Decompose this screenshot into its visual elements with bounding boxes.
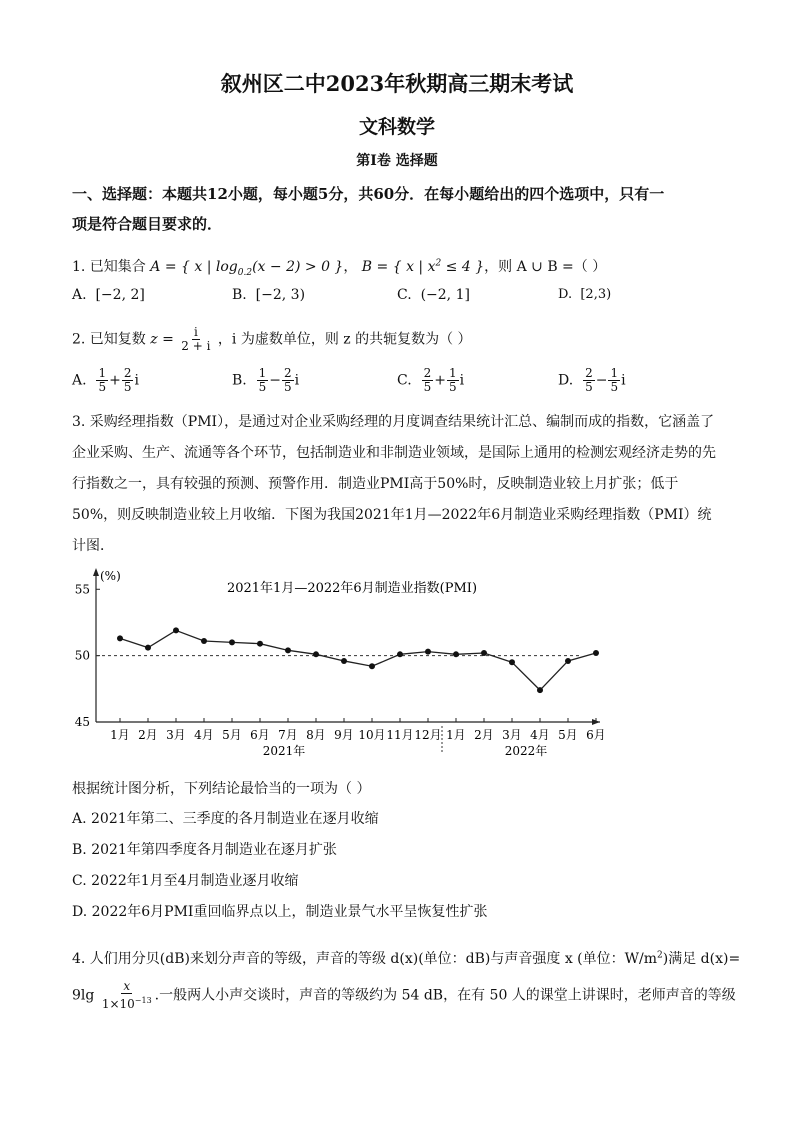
q2-option-c[interactable]: C. $\frac{2}{5}$ + $\frac{1}{5}$ i: [397, 366, 465, 394]
q2-z-eq: z =: [150, 331, 174, 348]
pmi-data-point: [397, 651, 403, 657]
pmi-data-point: [425, 649, 431, 655]
q4-fraction: $\frac{x}{1\times 10^{-13}}$: [101, 979, 152, 1011]
q1-option-c[interactable]: C. (−2, 1]: [397, 287, 470, 303]
year-label-2021: 2021年: [262, 744, 306, 758]
section-title: 第Ⅰ卷 选择题: [356, 153, 438, 169]
x-tick-label: 6月: [250, 728, 270, 742]
pmi-data-point: [201, 638, 207, 644]
x-tick-label: 4月: [530, 728, 550, 742]
x-tick-label: 4月: [194, 728, 214, 742]
pmi-data-point: [117, 635, 123, 641]
q3-line-5: 计图．: [72, 538, 114, 554]
y-axis-label: (%): [100, 569, 121, 583]
year-label-2022: 2022年: [504, 744, 548, 758]
pmi-data-point: [565, 658, 571, 664]
x-tick-label: 12月: [414, 728, 442, 742]
q3-option-c[interactable]: C. 2022年1月至4月制造业逐月收缩: [72, 873, 299, 889]
q4-line-2: 9lg $\frac{x}{1\times 10^{-13}}$ .一般两人小声交谈时，声音的等级约为 54 dB，在有 50 人的课堂上讲课时，老师声音的等级: [72, 979, 736, 1011]
x-tick-label: 3月: [502, 728, 522, 742]
q2-prefix: 2. 已知复数: [72, 331, 146, 348]
x-tick-label: 2月: [474, 728, 494, 742]
chart-title: 2021年1月—2022年6月制造业指数(PMI): [226, 581, 478, 596]
q1-comma: ，: [343, 259, 358, 275]
q1-prefix: 1. 已知集合: [72, 259, 146, 275]
x-tick-label: 8月: [306, 728, 326, 742]
pmi-line-chart: [60, 562, 620, 772]
pmi-data-point: [453, 651, 459, 657]
pmi-data-point: [341, 658, 347, 664]
q1-suffix: ，则 A ∪ B =（ ）: [484, 259, 607, 275]
q1-set-b: B = { x | $x^2 \le 4$ }: [361, 258, 485, 275]
pmi-data-point: [173, 627, 179, 633]
q3-option-d[interactable]: D. 2022年6月PMI重回临界点以上，制造业景气水平呈恢复性扩张: [72, 904, 488, 920]
pmi-data-point: [229, 639, 235, 645]
q2-option-a[interactable]: A. $\frac{1}{5}$ + $\frac{2}{5}$ i: [72, 366, 139, 394]
question-1: [72, 256, 606, 278]
x-tick-label: 10月: [358, 728, 386, 742]
x-tick-label: 1月: [446, 728, 466, 742]
part1-line1: 一、选择题：本题共12小题，每小题5分，共60分．在每小题给出的四个选项中，只有一: [72, 185, 665, 203]
x-tick-label: 6月: [586, 728, 606, 742]
y-axis-arrow: [93, 568, 99, 576]
q3-option-b[interactable]: B. 2021年第四季度各月制造业在逐月扩张: [72, 842, 337, 858]
q3-line-2: 企业采购、生产、流通等各个环节，包括制造业和非制造业领域，是国际上通用的检测宏观经济走势的先: [72, 445, 716, 461]
x-tick-label: 9月: [334, 728, 354, 742]
x-tick-label: 1月: [110, 728, 130, 742]
q1-option-d[interactable]: D. [2,3): [558, 287, 612, 302]
q2-option-d[interactable]: D. $\frac{2}{5}$ − $\frac{1}{5}$ i: [558, 366, 626, 394]
pmi-data-point: [369, 663, 375, 669]
q3-line-4: 50%，则反映制造业较上月收缩．下图为我国2021年1月—2022年6月制造业采购经理指数（PMI）统: [72, 507, 712, 523]
q4-line-1: 4. 人们用分贝(dB)来划分声音的等级，声音的等级 d(x)(单位：dB)与声音强度 x (单位：$W/m^2$)满足 d(x)=: [72, 950, 741, 967]
q1-option-b[interactable]: B. [−2, 3): [232, 287, 306, 303]
q3-line-3: 行指数之一，具有较强的预测、预警作用．制造业PMI高于50%时，反映制造业较上月扩张；低于: [72, 476, 679, 492]
y-tick-label: 55: [74, 582, 90, 597]
x-tick-label: 11月: [386, 728, 414, 742]
q1-option-a[interactable]: A. [−2, 2]: [72, 287, 145, 303]
q2-option-b[interactable]: B. $\frac{1}{5}$ − $\frac{2}{5}$ i: [232, 366, 300, 394]
x-tick-label: 5月: [558, 728, 578, 742]
pmi-series-line: [120, 630, 596, 690]
exam-subtitle: 文科数学: [358, 116, 435, 138]
pmi-data-point: [257, 641, 263, 647]
q2-fraction: $\frac{i}{2 + i}$: [181, 325, 211, 353]
pmi-data-point: [285, 647, 291, 653]
pmi-data-point: [481, 650, 487, 656]
q3-option-a[interactable]: A. 2021年第二、三季度的各月制造业在逐月收缩: [72, 811, 379, 827]
pmi-data-point: [593, 650, 599, 656]
pmi-data-point: [313, 651, 319, 657]
question-2: [72, 326, 472, 353]
x-tick-label: 2月: [138, 728, 158, 742]
exam-title: 叙州区二中2023年秋期高三期末考试: [220, 71, 574, 96]
q1-set-a: A = { x | $\log_{0.2}(x - 2) > 0$ }: [150, 259, 344, 278]
x-tick-label: 7月: [278, 728, 298, 742]
q2-suffix: ，i 为虚数单位，则 z 的共轭复数为（ ）: [217, 331, 472, 348]
y-tick-label: 45: [74, 715, 90, 729]
pmi-data-point: [145, 645, 151, 651]
y-tick-label: 50: [74, 648, 90, 663]
x-tick-label: 5月: [222, 728, 242, 742]
pmi-data-point: [509, 659, 515, 665]
pmi-data-point: [537, 687, 543, 693]
q3-question: 根据统计图分析，下列结论最恰当的一项为（ ）: [72, 781, 371, 797]
q3-line-1: 3. 采购经理指数（PMI），是通过对企业采购经理的月度调查结果统计汇总、编制而成的指数，它涵盖了: [72, 414, 715, 430]
x-tick-label: 3月: [166, 728, 186, 742]
part1-line2: 项是符合题目要求的．: [72, 215, 223, 233]
